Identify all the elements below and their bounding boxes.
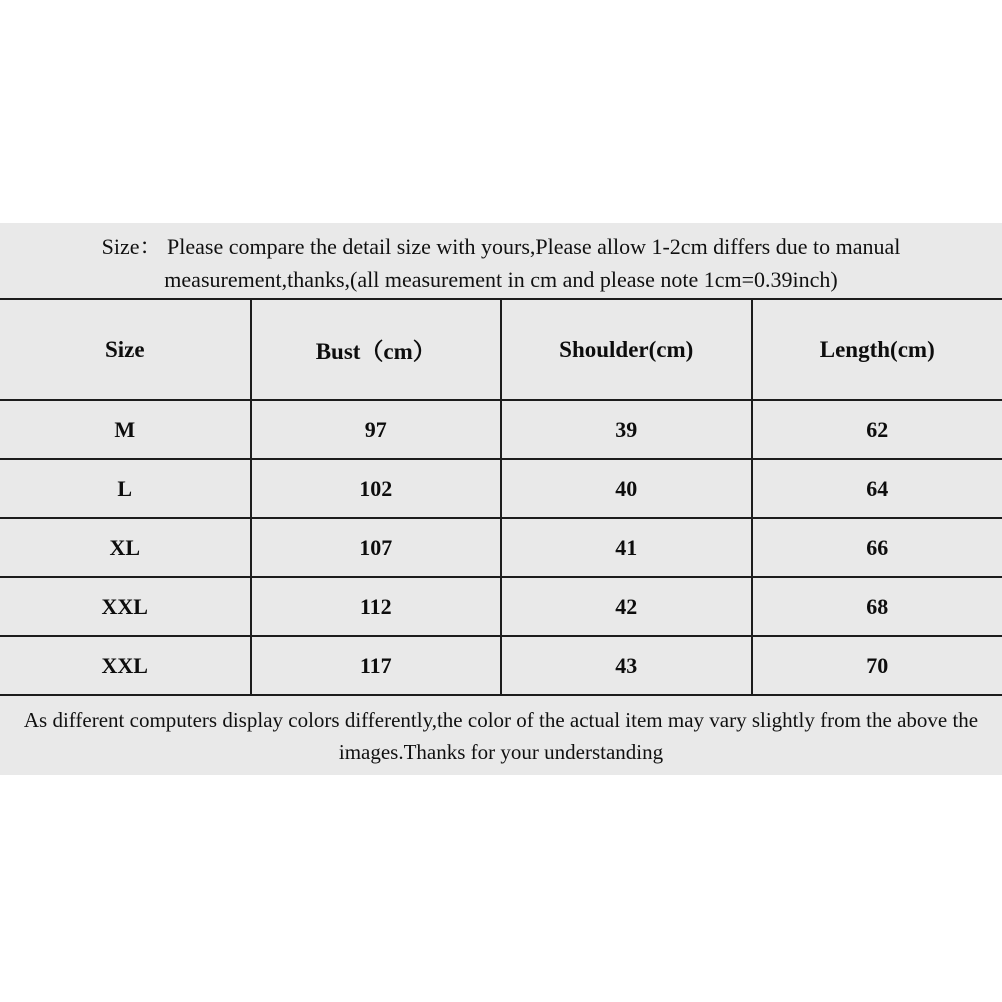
shoulder-value: 41 xyxy=(501,518,752,577)
bust-value: 117 xyxy=(251,636,502,695)
size-label: XL xyxy=(0,518,251,577)
column-header-size: Size xyxy=(0,299,251,400)
table-header-row xyxy=(0,299,1002,400)
size-chart-panel xyxy=(0,223,1002,775)
shoulder-value: 40 xyxy=(501,459,752,518)
table-row xyxy=(0,518,1002,577)
table-row xyxy=(0,636,1002,695)
measurement-note: Size： Please compare the detail size with yours,Please allow 1-2cm differs due to manual measurement,thanks,(all measurement in cm and please note 1cm=0.39inch) xyxy=(101,234,901,292)
bust-value: 97 xyxy=(251,400,502,459)
length-value: 68 xyxy=(752,577,1002,636)
length-value: 70 xyxy=(752,636,1002,695)
length-value: 62 xyxy=(752,400,1002,459)
bust-value: 112 xyxy=(251,577,502,636)
shoulder-value: 39 xyxy=(501,400,752,459)
column-header-bust: Bust（cm） xyxy=(251,299,502,400)
table-row xyxy=(0,400,1002,459)
size-label: XXL xyxy=(0,577,251,636)
size-label: XXL xyxy=(0,636,251,695)
bust-value: 107 xyxy=(251,518,502,577)
shoulder-value: 42 xyxy=(501,577,752,636)
size-table xyxy=(0,298,1002,696)
size-label: M xyxy=(0,400,251,459)
table-row xyxy=(0,577,1002,636)
length-value: 66 xyxy=(752,518,1002,577)
length-value: 64 xyxy=(752,459,1002,518)
column-header-shoulder: Shoulder(cm) xyxy=(501,299,752,400)
color-disclaimer: As different computers display colors differently,the color of the actual item may vary slightly from the above the images.Thanks for your understanding xyxy=(23,708,979,764)
column-header-length: Length(cm) xyxy=(752,299,1002,400)
size-label: L xyxy=(0,459,251,518)
shoulder-value: 43 xyxy=(501,636,752,695)
bust-value: 102 xyxy=(251,459,502,518)
table-row xyxy=(0,459,1002,518)
